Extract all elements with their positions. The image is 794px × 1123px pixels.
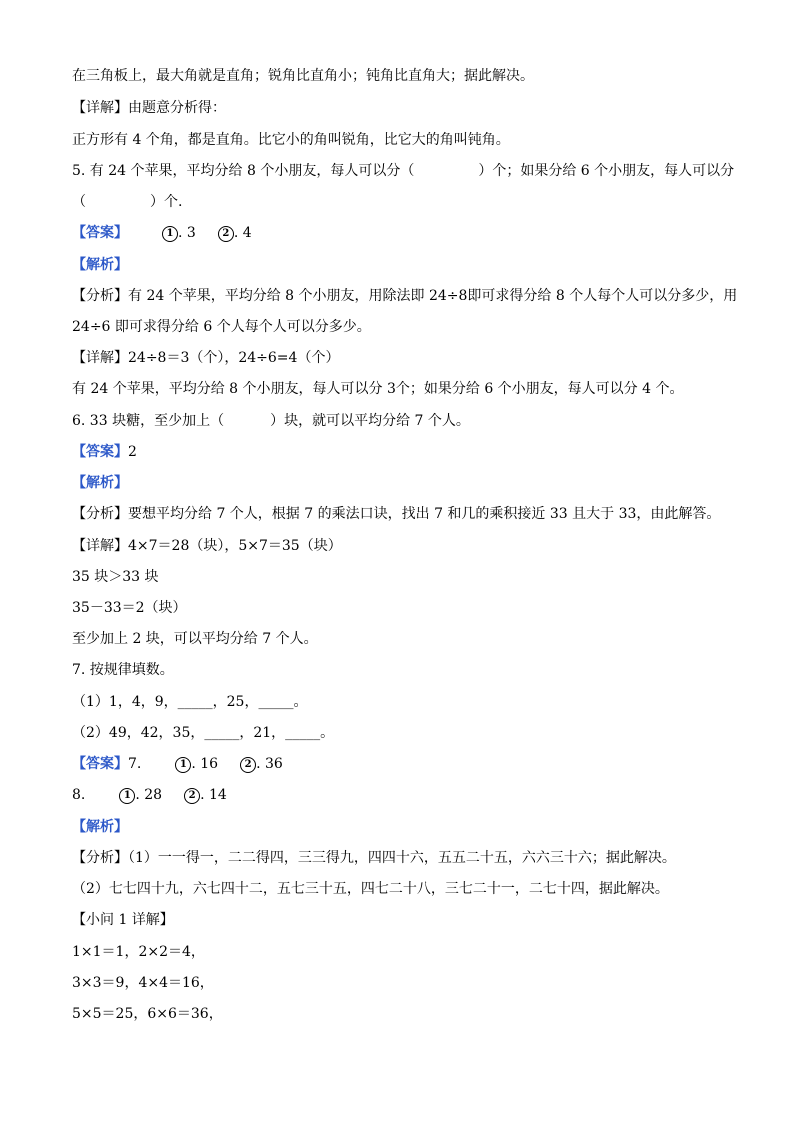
question-5-cont: [72, 192, 182, 212]
analysis-heading: 【分析】: [72, 850, 128, 866]
detail-heading: 【详解】: [72, 350, 128, 366]
circled-number: 2: [218, 226, 234, 242]
detail-6: [72, 536, 342, 556]
question-7-part-2: （2）49，42，35，_____，21，_____。: [72, 725, 335, 741]
analysis-heading: 【分析】: [72, 288, 128, 304]
math-line: 5×5＝25，6×6＝36，: [72, 1006, 223, 1022]
question-5-text: 5. 有 24 个苹果，平均分给 8 个小朋友，每人可以分（: [72, 163, 415, 179]
conclusion-5: 有 24 个苹果，平均分给 8 个小朋友，每人可以分 3个；如果分给 6 个小朋友，每人可以分 4 个。: [72, 381, 684, 397]
analysis-text: （2）七七四十九，六七四十二，五七三十五，四七二十八，三七二十一，二七十四，据此解决。: [72, 881, 669, 897]
circled-number: 1: [162, 226, 178, 242]
answer-label: 【答案】: [72, 225, 128, 241]
analysis-5: [72, 286, 737, 306]
answer-value: . 14: [200, 787, 227, 803]
analysis-7: [72, 848, 676, 868]
answer-5: [72, 223, 252, 243]
analysis-heading: 【分析】: [72, 506, 128, 522]
answer-prefix: 7.: [128, 756, 142, 772]
circled-number: 2: [184, 788, 200, 804]
analysis-text: 24÷6 即可求得分给 6 个人每个人可以分多少。: [72, 319, 371, 335]
answer-value: . 28: [135, 787, 163, 803]
analysis-label: 【解析】: [72, 819, 128, 835]
question-7: 7. 按规律填数。: [72, 662, 174, 678]
answer-8: [72, 785, 227, 805]
question-6: [72, 411, 470, 431]
step-line: 35 块＞33 块: [72, 569, 159, 585]
analysis-label: 【解析】: [72, 257, 128, 273]
step-line: 35－33＝2（块）: [72, 600, 187, 616]
analysis-text: （1）一一得一，二二得四，三三得九，四四十六，五五二十五，六六三十六；据此解决。: [128, 850, 676, 866]
text-line: 在三角板上，最大角就是直角；锐角比直角小；钝角比直角大；据此解决。: [72, 68, 534, 84]
question-5-text: （: [72, 194, 86, 210]
circled-number: 1: [175, 757, 191, 773]
answer-7: [72, 754, 283, 774]
analysis-label: 【解析】: [72, 475, 128, 491]
answer-value: . 4: [233, 225, 252, 241]
question-5-text: ）个.: [150, 194, 183, 210]
answer-prefix: 8.: [72, 787, 86, 803]
detail-text: 4×7＝28（块），5×7＝35（块）: [128, 538, 342, 554]
detail-heading: 【详解】: [72, 538, 128, 554]
answer-value: . 36: [256, 756, 283, 772]
answer-value: . 16: [191, 756, 219, 772]
answer-value: 2: [128, 444, 137, 460]
circled-number: 2: [240, 757, 256, 773]
circled-number: 1: [119, 788, 135, 804]
analysis-6: [72, 504, 720, 524]
question-5: [72, 161, 734, 181]
math-line: 3×3＝9，4×4＝16，: [72, 975, 214, 991]
answer-label: 【答案】: [72, 756, 128, 772]
detail-heading: 【详解】由题意分析得：: [72, 100, 226, 116]
analysis-text: 要想平均分给 7 个人，根据 7 的乘法口诀，找出 7 和几的乘积接近 33 且大于 33，由此解答。: [128, 506, 721, 522]
answer-value: . 3: [178, 225, 196, 241]
sub-question-heading: 【小问 1 详解】: [72, 912, 174, 928]
analysis-text: 有 24 个苹果，平均分给 8 个小朋友，用除法即 24÷8即可求得分给 8 个人每个人可以分多少，用: [128, 288, 738, 304]
conclusion-6: 至少加上 2 块，可以平均分给 7 个人。: [72, 631, 318, 647]
answer-label: 【答案】: [72, 444, 128, 460]
math-line: 1×1＝1，2×2＝4，: [72, 944, 205, 960]
question-6-text: ）块，就可以平均分给 7 个人。: [270, 413, 470, 429]
detail-5: [72, 348, 339, 368]
detail-text: 24÷8＝3（个），24÷6=4（个）: [128, 350, 340, 366]
question-7-part-1: （1）1，4，9，_____，25，_____。: [72, 694, 308, 710]
question-6-text: 6. 33 块糖，至少加上（: [72, 413, 225, 429]
text-line: 正方形有 4 个角，都是直角。比它小的角叫锐角，比它大的角叫钝角。: [72, 132, 510, 148]
question-5-text: ）个；如果分给 6 个小朋友，每人可以分: [478, 163, 735, 179]
answer-6: [72, 442, 137, 462]
